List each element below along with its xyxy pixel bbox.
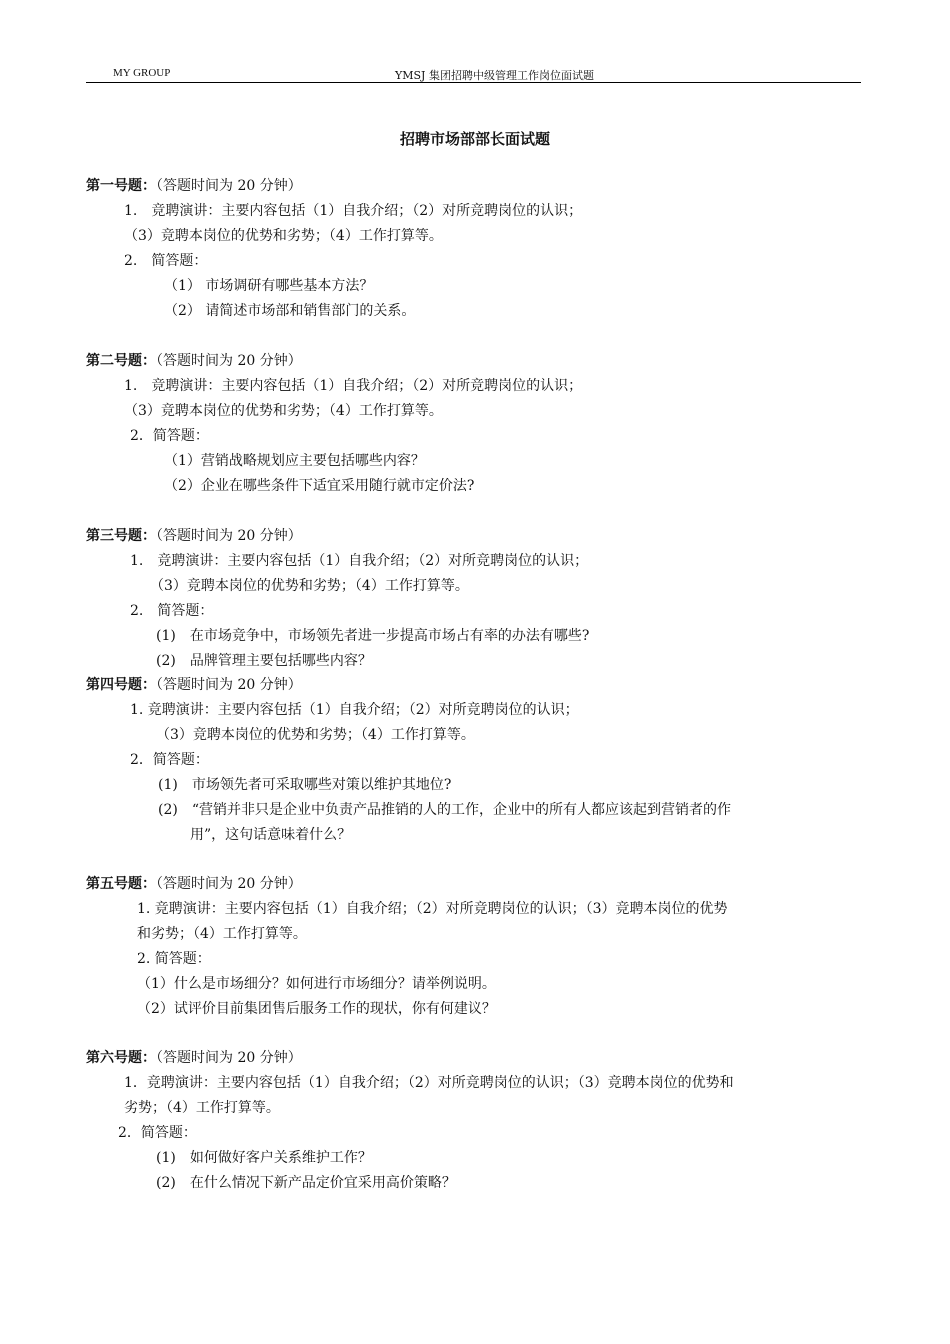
section-3-heading <box>86 527 302 545</box>
section-4-line: （3）竞聘本岗位的优势和劣势；（4）工作打算等。 <box>156 727 475 743</box>
section-5-line: 1. 竞聘演讲：主要内容包括（1）自我介绍；（2）对所竞聘岗位的认识；（3）竞聘本岗位的优势 <box>137 901 728 917</box>
section-1-line: （1） 市场调研有哪些基本方法？ <box>164 278 374 294</box>
section-heading-label: 第四号题： <box>86 677 156 693</box>
section-5-line: 2. 简答题： <box>137 951 211 967</box>
section-heading-label: 第二号题： <box>86 353 156 369</box>
section-2-line: 2．简答题： <box>130 428 209 444</box>
section-time: （答题时间为 20 分钟） <box>156 528 302 544</box>
section-5-line: 和劣势；（4）工作打算等。 <box>137 926 307 942</box>
section-time: （答题时间为 20 分钟） <box>156 1050 302 1066</box>
section-3-line: (2) 品牌管理主要包括哪些内容？ <box>156 653 372 669</box>
section-4-line: 1. 竞聘演讲：主要内容包括（1）自我介绍；（2）对所竞聘岗位的认识； <box>130 702 579 718</box>
section-2-line: （2）企业在哪些条件下适宜采用随行就市定价法? <box>164 478 475 494</box>
section-time: （答题时间为 20 分钟） <box>156 353 302 369</box>
section-6-heading <box>86 1049 302 1067</box>
section-1-line: 1. 竞聘演讲：主要内容包括（1）自我介绍；（2）对所竞聘岗位的认识； <box>124 203 583 219</box>
section-4-line: 2．简答题： <box>130 752 209 768</box>
header-center: YMSJ 集团招聘中级管理工作岗位面试题 <box>395 69 594 82</box>
section-3-line: 2. 简答题： <box>130 603 214 619</box>
section-2-line: （3）竞聘本岗位的优势和劣势；（4）工作打算等。 <box>124 403 443 419</box>
section-5-line: （2）试评价目前集团售后服务工作的现状，你有何建议？ <box>137 1001 496 1017</box>
section-5-line: （1）什么是市场细分？如何进行市场细分？请举例说明。 <box>137 976 496 992</box>
section-time: （答题时间为 20 分钟） <box>156 178 302 194</box>
section-1-line: （3）竞聘本岗位的优势和劣势；（4）工作打算等。 <box>124 228 443 244</box>
section-4-heading <box>86 676 302 694</box>
section-3-line: 1. 竞聘演讲：主要内容包括（1）自我介绍；（2）对所竞聘岗位的认识； <box>130 553 589 569</box>
section-2-heading <box>86 352 302 370</box>
section-heading-label: 第六号题： <box>86 1050 156 1066</box>
section-6-line: 1．竞聘演讲：主要内容包括（1）自我介绍；（2）对所竞聘岗位的认识；（3）竞聘本岗位的优势和 <box>124 1075 734 1091</box>
section-1-line: 2. 简答题： <box>124 253 208 269</box>
section-4-line: 用”，这句话意味着什么？ <box>190 827 352 843</box>
section-time: （答题时间为 20 分钟） <box>156 677 302 693</box>
section-1-heading <box>86 177 302 195</box>
section-heading-label: 第五号题： <box>86 876 156 892</box>
section-6-line: (1) 如何做好客户关系维护工作？ <box>156 1150 372 1166</box>
section-heading-label: 第一号题： <box>86 178 156 194</box>
section-3-line: （3）竞聘本岗位的优势和劣势；（4）工作打算等。 <box>150 578 469 594</box>
section-6-line: 劣势；（4）工作打算等。 <box>124 1100 280 1116</box>
section-4-line: (1) 市场领先者可采取哪些对策以维护其地位? <box>158 777 452 793</box>
section-2-line: 1. 竞聘演讲：主要内容包括（1）自我介绍；（2）对所竞聘岗位的认识； <box>124 378 583 394</box>
section-3-line: (1) 在市场竞争中，市场领先者进一步提高市场占有率的办法有哪些? <box>156 628 590 644</box>
section-4-line: (2) “营销并非只是企业中负责产品推销的人的工作，企业中的所有人都应该起到营销者的作 <box>158 802 731 818</box>
header-left: MY GROUP <box>113 67 171 79</box>
section-heading-label: 第三号题： <box>86 528 156 544</box>
section-2-line: （1）营销战略规划应主要包括哪些内容？ <box>164 453 425 469</box>
section-5-heading <box>86 875 302 893</box>
header-rule <box>86 82 861 83</box>
section-time: （答题时间为 20 分钟） <box>156 876 302 892</box>
page-title: 招聘市场部部长面试题 <box>399 130 550 148</box>
section-1-line: （2） 请简述市场部和销售部门的关系。 <box>164 303 416 319</box>
section-6-line: 2．简答题： <box>118 1125 197 1141</box>
section-6-line: (2) 在什么情况下新产品定价宜采用高价策略？ <box>156 1175 456 1191</box>
